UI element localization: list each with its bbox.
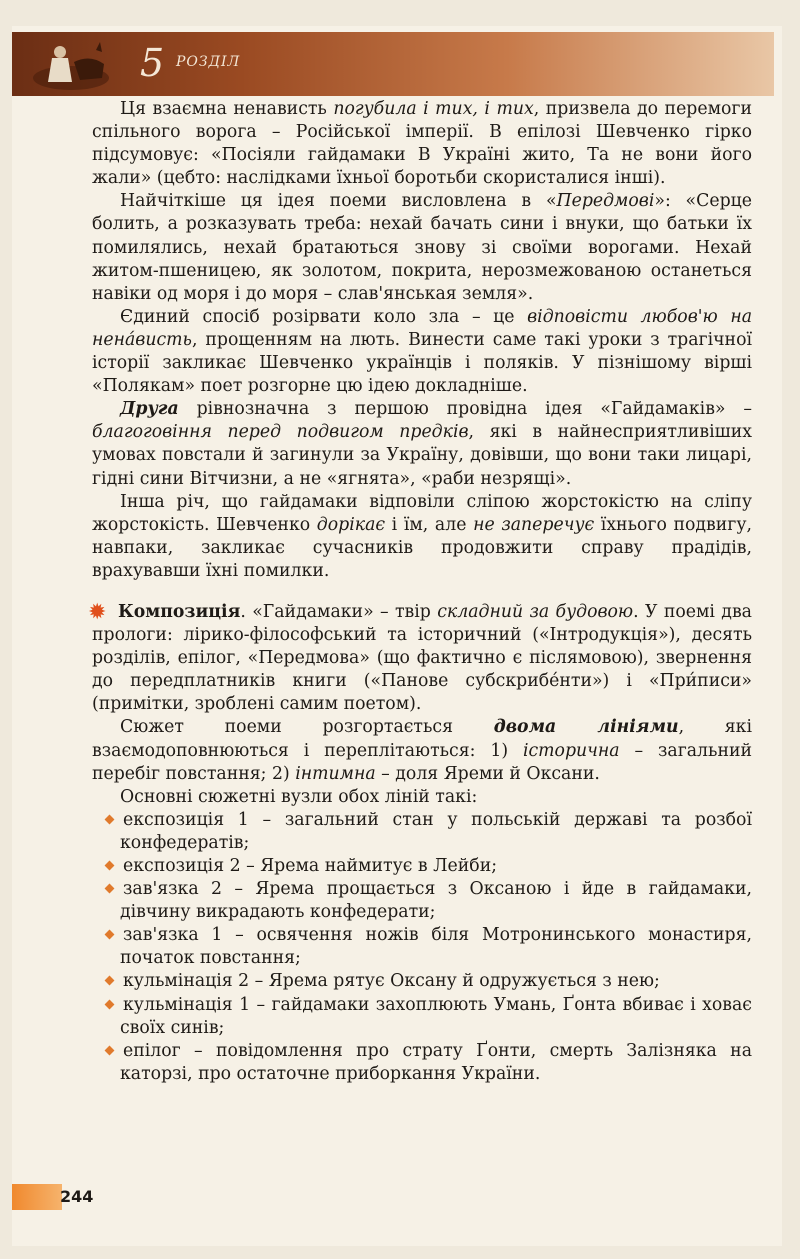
paragraph: Ця взаємна ненависть погубила і тих, і тих, призвела до перемоги спільного ворога – Російської імперії. В епілозі Шевченко гірко підсумовує: «Посіяли гайдамаки В Україні жито, Та не вони його жали» (цебто: наслідками їхньої боротьби скористалися інші). — [92, 99, 753, 189]
diamond-bullet-icon — [105, 976, 115, 986]
list-item: експозиція 2 – Ярема наймитує в Лейби; — [92, 855, 752, 878]
flower-bullet-icon: ✹ — [88, 599, 107, 625]
page-body — [88, 98, 753, 1086]
diamond-bullet-icon — [105, 884, 115, 894]
paragraph: Друга рівнозначна з першою провідна ідея «Гайдамаків» – благоговіння перед подвигом предків, які в найнесприятливіших умовах повстали й загинули за Україну, довівши, що вони таки лицарі, гідні сини Вітчизни, а не «ягнята», «раби незрящі». — [92, 399, 753, 489]
paragraph: Найчіткіше ця ідея поеми висловлена в «Передмові»: «Серце болить, а розказувать треба: нехай бачать сини і внуки, що батьки їх помилялись, нехай братаються знову зі своїми ворогами. Нехай житом-пшеницею, як золотом, покрита, нерозмежованою останеться навіки од моря і до моря – слав'янськая земля». — [92, 191, 752, 304]
page-number: 244 — [60, 1187, 94, 1206]
paragraph: Інша річ, що гайдамаки відповіли сліпою жорстокістю на сліпу жорстокість. Шевченко дорікає і їм, але не заперечує їхнього подвигу, навпаки, закликає сучасників продовжити справу прадідів, врахувавши їхні помилки. — [92, 491, 753, 581]
chapter-label: РОЗДІЛ — [176, 54, 241, 70]
plot-nodes-list — [92, 809, 752, 1086]
list-item: кульмінація 2 – Ярема рятує Оксану й одружується з нею; — [92, 970, 752, 993]
list-item: епілог – повідомлення про страту Ґонти, смерть Залізняка на каторзі, про остаточне приборкання України. — [92, 1040, 752, 1086]
list-item: експозиція 1 – загальний стан у польській державі та розбої конфедератів; — [92, 809, 752, 855]
list-item: зав'язка 2 – Ярема прощається з Оксаною і йде в гайдамаки, дівчину викрадають конфедерати; — [92, 878, 752, 924]
list-item: зав'язка 1 – освячення ножів біля Мотронинського монастиря, початок повстання; — [92, 924, 752, 970]
paragraph: Основні сюжетні вузли обох ліній такі: — [120, 786, 478, 807]
diamond-bullet-icon — [105, 861, 115, 871]
list-item: кульмінація 1 – гайдамаки захоплюють Умань, Ґонта вбиває і ховає своїх синів; — [92, 994, 752, 1040]
paragraph: Єдиний спосіб розірвати коло зла – це відповісти любов'ю на ненáвисть, прощенням на лють. Винести саме такі уроки з трагічної історії закликає Шевченко українців і поляків. У пізнішому вірші «Полякам» поет розгорне цю ідею докладніше. — [92, 306, 753, 397]
diamond-bullet-icon — [105, 930, 115, 940]
paragraph: Сюжет поеми розгортається двома лініями, які взаємодоповнюються і переплітаються: 1) історична – загальний перебіг повстання; 2) інтимна – доля Яреми й Оксани. — [92, 717, 752, 784]
page-number-bar — [12, 1184, 62, 1210]
diamond-bullet-icon — [105, 814, 115, 824]
composition-paragraph: ✹ Композиція. «Гайдамаки» – твір складний за будовою. У поемі два прологи: лірико-філософський та історичний («Інтродукція»), десять розділів, епілог, «Передмова» (що фактично є післямовою), звернення до передплатників книги («Панове субскрибе́нти») і «При́писи» (примітки, зроблені самим поетом). — [88, 599, 752, 715]
chapter-number: 5 — [140, 41, 165, 85]
chapter-header — [12, 32, 774, 96]
cossack-figure-icon — [30, 38, 112, 92]
diamond-bullet-icon — [105, 1045, 115, 1055]
diamond-bullet-icon — [105, 999, 115, 1009]
